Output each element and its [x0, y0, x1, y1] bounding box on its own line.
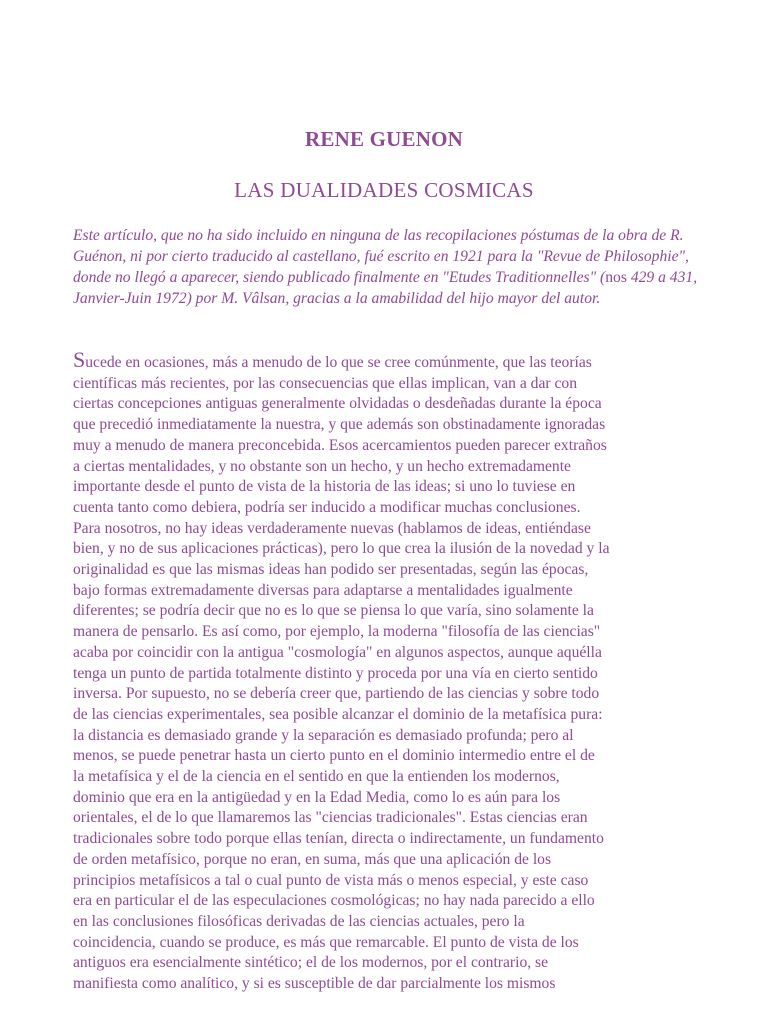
body-line: de orden metafísico, porque no eran, en suma, más que una aplicación de los [73, 850, 552, 868]
body-line: ciertas concepciones antiguas generalmente olvidadas o desdeñadas durante la época [73, 395, 602, 413]
author-heading: RENE GUENON [305, 127, 463, 151]
body-line: bien, y no de sus aplicaciones prácticas), pero lo que crea la ilusión de la novedad y la [73, 540, 610, 558]
body-line: era en particular el de las especulaciones cosmológicas; no hay nada parecido a ello [73, 892, 595, 910]
body-line: en las conclusiones filosóficas derivadas de las ciencias actuales, pero la [73, 912, 525, 930]
body-line: diferentes; se podría decir que no es lo que se piensa lo que varía, sino solamente la [73, 602, 594, 620]
body-line-first-rest: ucede en ocasiones, más a menudo de lo que se cree comúnmente, que las teorías [85, 354, 592, 371]
body-line: cuenta tanto como debiera, podría ser inducido a modificar muchas conclusiones. [73, 498, 581, 516]
intro-text-part1: Este artículo, que no ha sido incluido en ninguna de las recopilaciones póstumas de la obra de R. Guénon, ni por cierto traducido al castellano, fué escrito en 1921 para la "Revue de Philosophie", donde no llegó a aparecer, siendo publicado finalmente en "Etudes Traditionnelles" ( [73, 227, 689, 286]
body-line: Para nosotros, no hay ideas verdaderamente nuevas (hablamos de ideas, entiéndase [73, 519, 591, 537]
body-line: que precedió inmediatamente la nuestra, y que además son obstinadamente ignoradas [73, 416, 606, 434]
body-line: muy a menudo de manera preconcebida. Esos acercamientos pueden parecer extraños [73, 436, 607, 454]
body-line: manifiesta como analítico, y si es susceptible de dar parcialmente los mismos [73, 975, 556, 993]
intro-note [73, 225, 713, 309]
body-line: importante desde el punto de vista de la historia de las ideas; si uno lo tuviese en [73, 478, 576, 496]
body-line: a ciertas mentalidades, y no obstante son un hecho, y un hecho extremadamente [73, 457, 571, 475]
intro-text-nos: nos [605, 269, 627, 286]
body-line: manera de pensarlo. Es así como, por ejemplo, la moderna "filosofía de las ciencias" [73, 623, 601, 641]
body-line: antiguos era esencialmente sintético; el de los modernos, por el contrario, se [73, 954, 549, 972]
body-line: de las ciencias experimentales, sea posible alcanzar el dominio de la metafísica pura: [73, 705, 603, 723]
body-line: la distancia es demasiado grande y la separación es demasiado profunda; pero al [73, 726, 574, 744]
body-line: bajo formas extremadamente diversas para adaptarse a mentalidades igualmente [73, 581, 573, 599]
body-line: originalidad es que las mismas ideas han podido ser presentadas, según las épocas, [73, 561, 589, 579]
body-line: tenga un punto de partida totalmente distinto y proceda por una vía en cierto sentido [73, 664, 598, 682]
body-line: inversa. Por supuesto, no se debería creer que, partiendo de las ciencias y sobre todo [73, 685, 600, 703]
body-line: orientales, el de lo que llamaremos las "ciencias tradicionales". Estas ciencias eran [73, 809, 588, 827]
body-line: menos, se puede penetrar hasta un cierto punto en el dominio intermedio entre el de [73, 747, 595, 765]
body-line: tradicionales sobre todo porque ellas tenían, directa o indirectamente, un fundamento [73, 830, 604, 848]
body-line: la metafísica y el de la ciencia en el sentido en que la entienden los modernos, [73, 768, 560, 786]
body-line: principios metafísicos a tal o cual punto de vista más o menos especial, y este caso [73, 871, 589, 889]
body-line-first [73, 347, 713, 374]
body-line: científicas más recientes, por las consecuencias que ellas implican, van a dar con [73, 374, 577, 392]
body-line: acaba por coincidir con la antigua "cosmología" en algunos aspectos, aunque aquélla [73, 643, 602, 661]
body-paragraph [73, 347, 713, 995]
intro-text-part2: 429 a 431, Janvier-Juin 1972) por M. Vâlsan, gracias a la amabilidad del hijo mayor del autor. [73, 269, 698, 307]
drop-cap: S [73, 347, 86, 372]
body-line: dominio que era en la antigüedad y en la Edad Media, como lo es aún para los [73, 788, 561, 806]
article-title: LAS DUALIDADES COSMICAS [234, 178, 534, 202]
body-line: coincidencia, cuando se produce, es más que remarcable. El punto de vista de los [73, 933, 579, 951]
